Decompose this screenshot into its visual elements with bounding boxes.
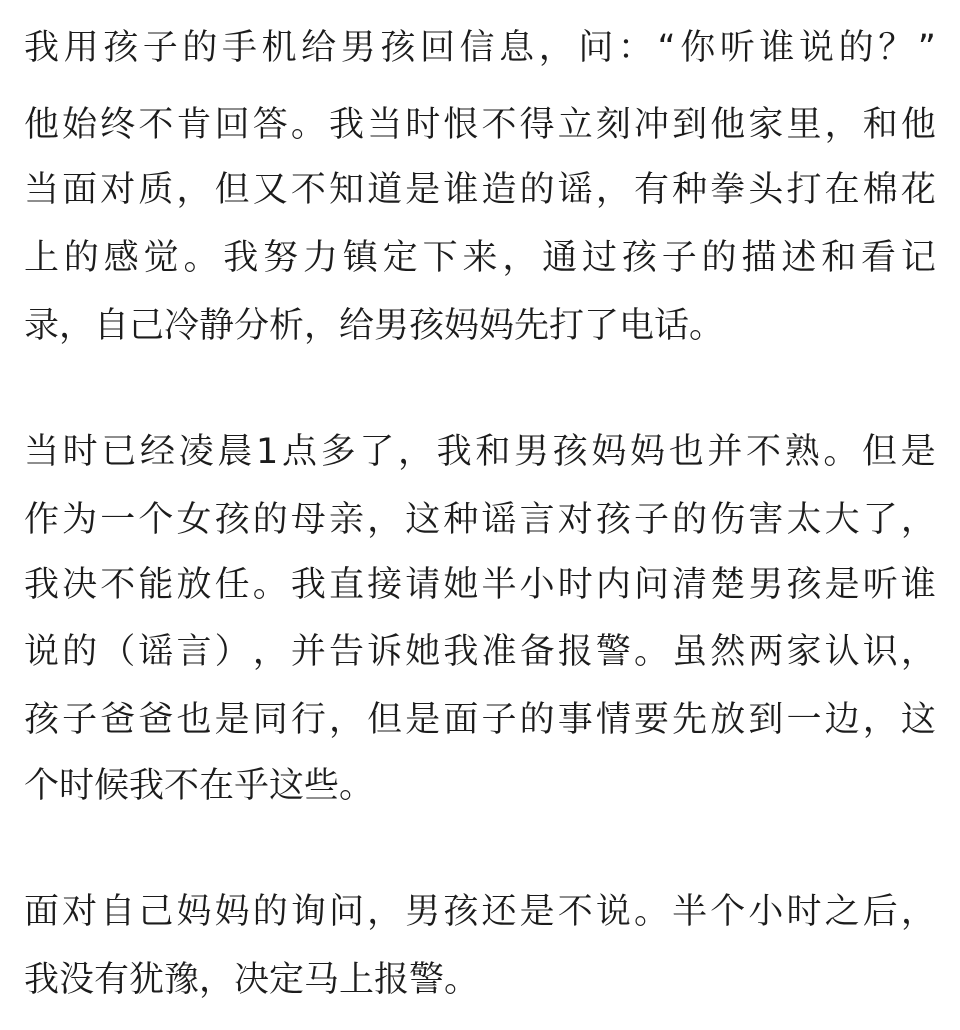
paragraph-2-line-5: 孩 子 爸 爸 也 是 同 行 ， 但 是 面 子 的 事 情 要 先 放 到 一 边 ， 这 (24, 700, 936, 740)
paragraph-1-line-5: 录，自己冷静分析，给男孩妈妈先打了电话。 (24, 306, 725, 346)
paragraph-2-line-3: 我 决 不 能 放 任 。 我 直 接 请 她 半 小 时 内 问 清 楚 男 孩 是 听 谁 (24, 565, 936, 605)
paragraph-1-line-1: 我 用 孩 子 的 手 机 给 男 孩 回 信 息 ， 问 ： “ 你 听 谁 说 的 ？ ” (24, 28, 936, 68)
paragraph-3-line-1: 面 对 自 己 妈 妈 的 询 问 ， 男 孩 还 是 不 说 。 半 个 小 时 之 后 ， (24, 892, 936, 932)
paragraph-2-line-4: 说 的 （ 谣 言 ） ， 并 告 诉 她 我 准 备 报 警 。 虽 然 两 家 认 识 ， (24, 632, 936, 672)
paragraph-1-line-3: 当 面 对 质 ， 但 又 不 知 道 是 谁 造 的 谣 ， 有 种 拳 头 打 在 棉 花 (24, 170, 936, 210)
paragraph-3-line-2: 我没有犹豫，决定马上报警。 (24, 960, 480, 1000)
paragraph-2-line-1: 当 时 已 经 凌 晨 1 点 多 了 ， 我 和 男 孩 妈 妈 也 并 不 熟 。 但 是 (24, 432, 936, 472)
paragraph-2-line-2: 作 为 一 个 女 孩 的 母 亲 ， 这 种 谣 言 对 孩 子 的 伤 害 太 大 了 ， (24, 500, 936, 540)
paragraph-1-line-2: 他 始 终 不 肯 回 答 。 我 当 时 恨 不 得 立 刻 冲 到 他 家 里 ， 和 他 (24, 105, 936, 145)
paragraph-2-line-6: 个时候我不在乎这些。 (24, 766, 375, 806)
paragraph-1-line-4: 上 的 感 觉 。 我 努 力 镇 定 下 来 ， 通 过 孩 子 的 描 述 和 看 记 (24, 238, 936, 278)
